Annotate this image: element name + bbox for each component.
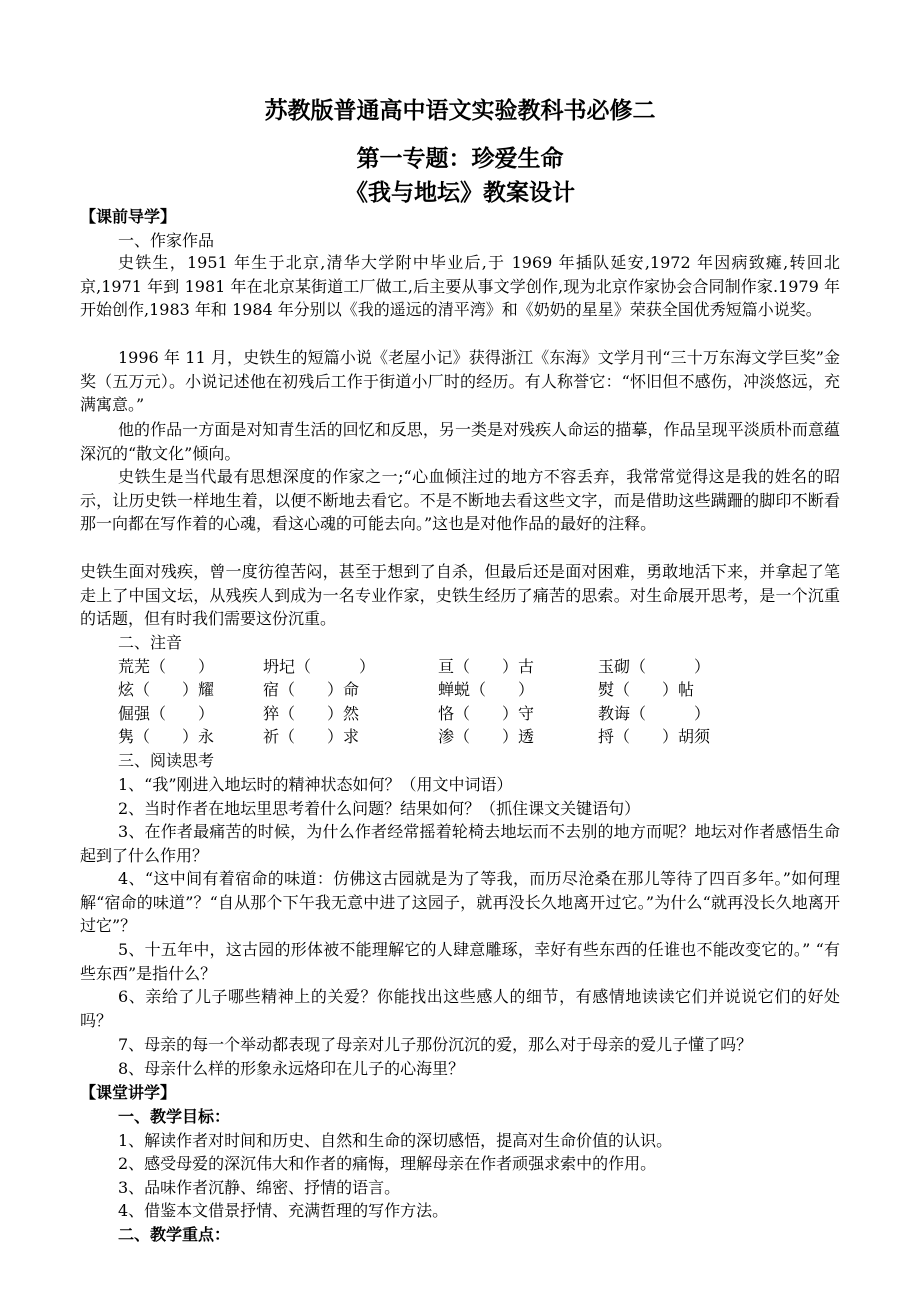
teaching-goal: 2、感受母爱的深沉伟大和作者的痛悔，理解母亲在作者顽强求索中的作用。 [118,1154,657,1173]
pinyin-item: 亘（ ）古 [438,657,535,676]
book-title: 苏教版普通高中语文实验教科书必修二 [264,97,656,124]
teaching-focus-title: 二、教学重点： [118,1225,231,1244]
question-8: 8、母亲什么样的形象永远烙印在儿子的心海里？ [118,1059,465,1078]
author-paragraph-4: 史铁生是当代最有思想深度的作家之一;“心血倾注过的地方不容丢弃，我常常觉得这是我的姓名的昭示，让历史铁一样地生着，以便不断地去看它。不是不断地去看这些文字，而是借助这些蹒跚的脚印不断看那一向都在写作着的心魂，看这心魂的可能去向。”这也是对他作品的最好的注释。 [80,467,840,534]
teaching-goal: 4、借鉴本文借景抒情、充满哲理的写作方法。 [118,1201,449,1220]
question-5: 5、十五年中，这古园的形体被不能理解它的人肆意雕琢，幸好有些东西的任谁也不能改变它的。” “有些东西”是指什么？ [80,940,840,983]
pinyin-item: 祈（ ）求 [263,727,360,746]
pinyin-item: 隽（ ）永 [118,727,215,746]
lesson-title: 《我与地坛》教案设计 [345,179,575,206]
pinyin-item: 恪（ ）守 [438,704,535,723]
author-paragraph-2: 1996 年 11 月，史铁生的短篇小说《老屋小记》获得浙江《东海》文学月刊“三十万东海文学巨奖”金奖（五万元）。小说记述他在初残后工作于街道小厂时的经历。有人称誉它：“怀旧但不感伤，冲淡悠远，充满寓意。” [80,348,840,415]
pinyin-item: 蝉蜕（ ） [438,680,535,699]
pinyin-item: 坍圮（ ） [263,657,376,676]
section-pinyin-title: 二、注音 [118,633,183,652]
question-2: 2、当时作者在地坛里思考着什么问题？结果如何？（抓住课文关键语句） [118,799,641,818]
pinyin-item: 教诲（ ） [598,704,711,723]
question-1: 1、“我”刚进入地坛时的精神状态如何？（用文中词语） [118,775,513,794]
pinyin-item: 炫（ ）耀 [118,680,215,699]
teaching-goal: 1、解读作者对时间和历史、自然和生命的深切感悟，提高对生命价值的认识。 [118,1131,673,1150]
pinyin-item: 荒芜（ ） [118,657,215,676]
question-4: 4、“这中间有着宿命的味道：仿佛这古园就是为了等我，而历尽沧桑在那儿等待了四百多年。”如何理解“宿命的味道”？“自从那个下午我无意中进了这园子，就再没长久地离开过它。”为什么“就再没长久地离开过它”？ [80,869,840,936]
pinyin-item: 熨（ ）帖 [598,680,695,699]
lecture-header: 【课堂讲学】 [80,1083,177,1102]
pinyin-item: 倔强（ ） [118,704,215,723]
pinyin-item: 捋（ ）胡须 [598,727,711,746]
author-paragraph-5: 史铁生面对残疾，曾一度彷徨苦闷，甚至于想到了自杀，但最后还是面对困难，勇敢地活下来，并拿起了笔走上了中国文坛，从残疾人到成为一名专业作家，史铁生经历了痛苦的思索。对生命展开思考，是一个沉重的话题，但有时我们需要这份沉重。 [80,562,840,629]
preview-header: 【课前导学】 [80,207,177,226]
pinyin-item: 玉砌（ ） [598,657,711,676]
question-7: 7、母亲的每一个举动都表现了母亲对儿子那份沉沉的爱，那么对于母亲的爱儿子懂了吗？ [118,1035,753,1054]
section-author-title: 一、作家作品 [118,231,215,250]
teaching-goals-title: 一、教学目标： [118,1107,231,1126]
teaching-goal: 3、品味作者沉静、绵密、抒情的语言。 [118,1178,401,1197]
unit-title: 第一专题：珍爱生命 [356,145,564,172]
author-paragraph-1: 史铁生，1951 年生于北京,清华大学附中毕业后,于 1969 年插队延安,1972 年因病致瘫,转回北京,1971 年到 1981 年在北京某街道工厂做工,后主要从事文学创作,现为北京作家协会合同制作家.1979 年开始创作,1983 年和 1984 年分别以《我的遥远的清平湾》和《奶奶的星星》荣获全国优秀短篇小说奖。 [80,253,840,320]
pinyin-item: 渗（ ）透 [438,727,535,746]
section-reading-title: 三、阅读思考 [118,751,215,770]
author-paragraph-3: 他的作品一方面是对知青生活的回忆和反思，另一类是对残疾人命运的描摹，作品呈现平淡质朴而意蕴深沉的“散文化”倾向。 [80,420,840,463]
question-6: 6、亲给了儿子哪些精神上的关爱？你能找出这些感人的细节，有感情地读读它们并说说它们的好处吗？ [80,987,840,1030]
pinyin-item: 宿（ ）命 [263,680,360,699]
question-3: 3、在作者最痛苦的时候，为什么作者经常摇着轮椅去地坛而不去别的地方而呢？地坛对作者感悟生命起到了什么作用？ [80,822,840,865]
pinyin-item: 猝（ ）然 [263,704,360,723]
